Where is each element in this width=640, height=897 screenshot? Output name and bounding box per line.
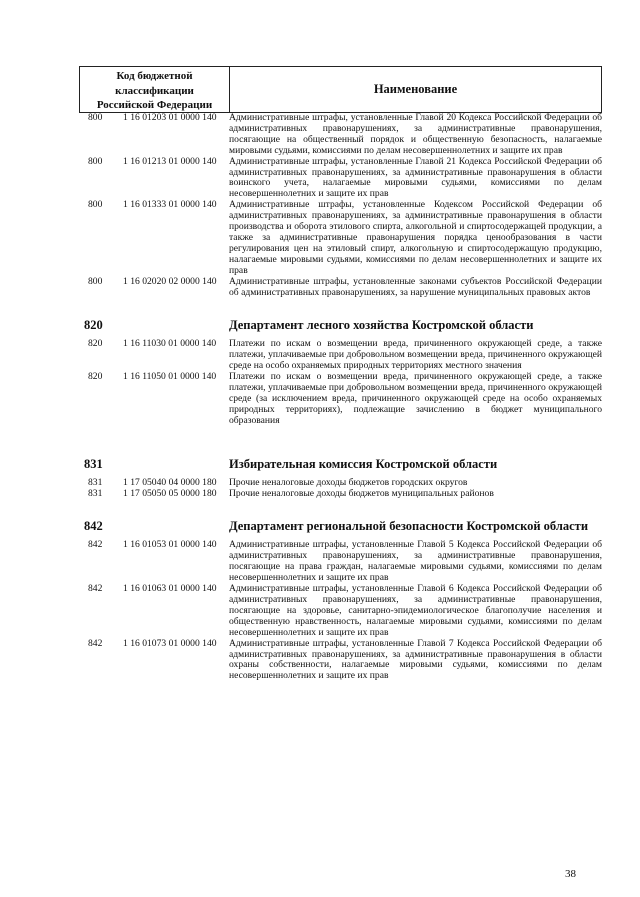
table-row [79, 157, 602, 201]
admin-code: 800 [88, 155, 103, 167]
income-code: 1 16 01333 01 0000 140 [123, 199, 217, 211]
admin-code: 820 [88, 338, 103, 350]
section-title: Департамент лесного хозяйства Костромской области [229, 318, 534, 333]
table-row [79, 372, 602, 427]
section-admin-code: 820 [84, 318, 103, 333]
admin-code: 800 [88, 112, 103, 123]
table-row [79, 200, 602, 276]
income-code: 1 17 05040 04 0000 180 [123, 476, 217, 488]
admin-code: 800 [88, 199, 103, 211]
income-code: 1 16 02020 02 0000 140 [123, 275, 217, 287]
admin-code: 820 [88, 371, 103, 383]
spacer [79, 446, 602, 456]
table-row [79, 478, 602, 489]
page-number: 38 [565, 868, 576, 880]
spacer [79, 298, 602, 317]
header-code-line: Российской Федерации [96, 99, 213, 111]
admin-code: 831 [88, 476, 103, 488]
income-code: 1 16 01203 01 0000 140 [123, 112, 217, 123]
income-code: 1 16 11050 01 0000 140 [123, 371, 217, 383]
section-title: Департамент региональной безопасности Костромской области [229, 519, 589, 534]
table-row [79, 339, 602, 372]
table-row [79, 277, 602, 299]
spacer [79, 427, 602, 446]
header-code-line: классификации [115, 84, 194, 97]
header-code-line: Код бюджетной [116, 70, 193, 82]
income-name: Платежи по искам о возмещении вреда, причиненного окружающей среде, а также платежи, уплачиваемые при добровольном возмещении вреда, причиненного окружающей среде (за исключением вреда, причиненного окружающей среде на особо охраняемых природных территориях), подлежащие зачислению в бюджет муниципального образования [229, 371, 602, 426]
income-name: Административные штрафы, установленные Главой 5 Кодекса Российской Федерации об административных правонарушениях, за административные правонарушения, посягающие на права граждан, налагаемые мировыми судьями, комиссиями по делам несовершеннолетних и защите их прав [229, 539, 602, 584]
income-name: Административные штрафы, установленные законами субъектов Российской Федерации об административных правонарушениях, за нарушение муниципальных правовых актов [229, 275, 602, 298]
income-name: Административные штрафы, установленные Главой 7 Кодекса Российской Федерации об административных правонарушениях, за административные правонарушения в области охраны собственности, налагаемые мировыми судьями, комиссиями по делам несовершеннолетних и защите их прав [229, 637, 602, 682]
table-row [79, 113, 602, 157]
section-heading [79, 518, 602, 534]
income-code: 1 16 11030 01 0000 140 [123, 338, 217, 350]
income-name: Административные штрафы, установленные Главой 21 Кодекса Российской Федерации об административных правонарушениях, за административные правонарушения в области воинского учета, налагаемые мировыми судьями, комиссиями по делам несовершеннолетних и защите их прав [229, 155, 602, 200]
income-name: Прочие неналоговые доходы бюджетов городских округов [229, 476, 468, 488]
admin-code: 800 [88, 275, 103, 287]
income-name: Административные штрафы, установленные Главой 20 Кодекса Российской Федерации об административных правонарушениях, за административные правонарушения, посягающие на общественный порядок и общественную безопасность, налагаемые мировыми судьями, комиссиями по делам несовершеннолетних и защите их прав [229, 112, 602, 156]
admin-code: 842 [88, 539, 103, 551]
admin-code: 831 [88, 487, 103, 499]
section-admin-code: 831 [84, 456, 103, 471]
admin-code: 842 [88, 583, 103, 595]
income-code: 1 17 05050 05 0000 180 [123, 487, 217, 499]
section-title: Избирательная комиссия Костромской области [229, 456, 498, 471]
income-code: 1 16 01073 01 0000 140 [123, 637, 217, 649]
table-row [79, 540, 602, 584]
table-row [79, 584, 602, 639]
header-code-column [80, 67, 230, 112]
income-code: 1 16 01213 01 0000 140 [123, 155, 217, 167]
admin-code: 842 [88, 637, 103, 649]
table-row [79, 639, 602, 683]
income-name: Административные штрафы, установленные Главой 6 Кодекса Российской Федерации об административных правонарушениях, за административные правонарушения, посягающие на здоровье, санитарно-эпидемиологическое благополучие населения и общественную нравственность, налагаемые мировыми судьями, комиссиями по делам несовершеннолетних и защите их прав [229, 583, 602, 638]
table-row [79, 489, 602, 500]
income-code: 1 16 01053 01 0000 140 [123, 539, 217, 551]
section-heading [79, 317, 602, 333]
income-name: Прочие неналоговые доходы бюджетов муниципальных районов [229, 487, 494, 499]
income-code: 1 16 01063 01 0000 140 [123, 583, 217, 595]
spacer [79, 499, 602, 518]
header-name-column: Наименование [373, 82, 458, 96]
income-name: Платежи по искам о возмещении вреда, причиненного окружающей среде, а также платежи, уплачиваемые при добровольном возмещении вреда, причиненного окружающей среде на особо охраняемых природных территориях местного значения [229, 338, 602, 372]
table-header [79, 66, 602, 113]
table-body [79, 113, 602, 682]
section-heading [79, 456, 602, 472]
section-admin-code: 842 [84, 519, 103, 534]
income-name: Административные штрафы, установленные Кодексом Российской Федерации об административных правонарушениях, за административные правонарушения в области производства и оборота этилового спирта, алкогольной и спиртосодержащей продукции, а также за административные правонарушения порядка ценообразования в части регулирования цен на этиловый спирт, алкогольную и спиртосодержащую продукцию, налагаемые мировыми судьями, комиссиями по делам несовершеннолетних и защите их прав [229, 199, 602, 276]
